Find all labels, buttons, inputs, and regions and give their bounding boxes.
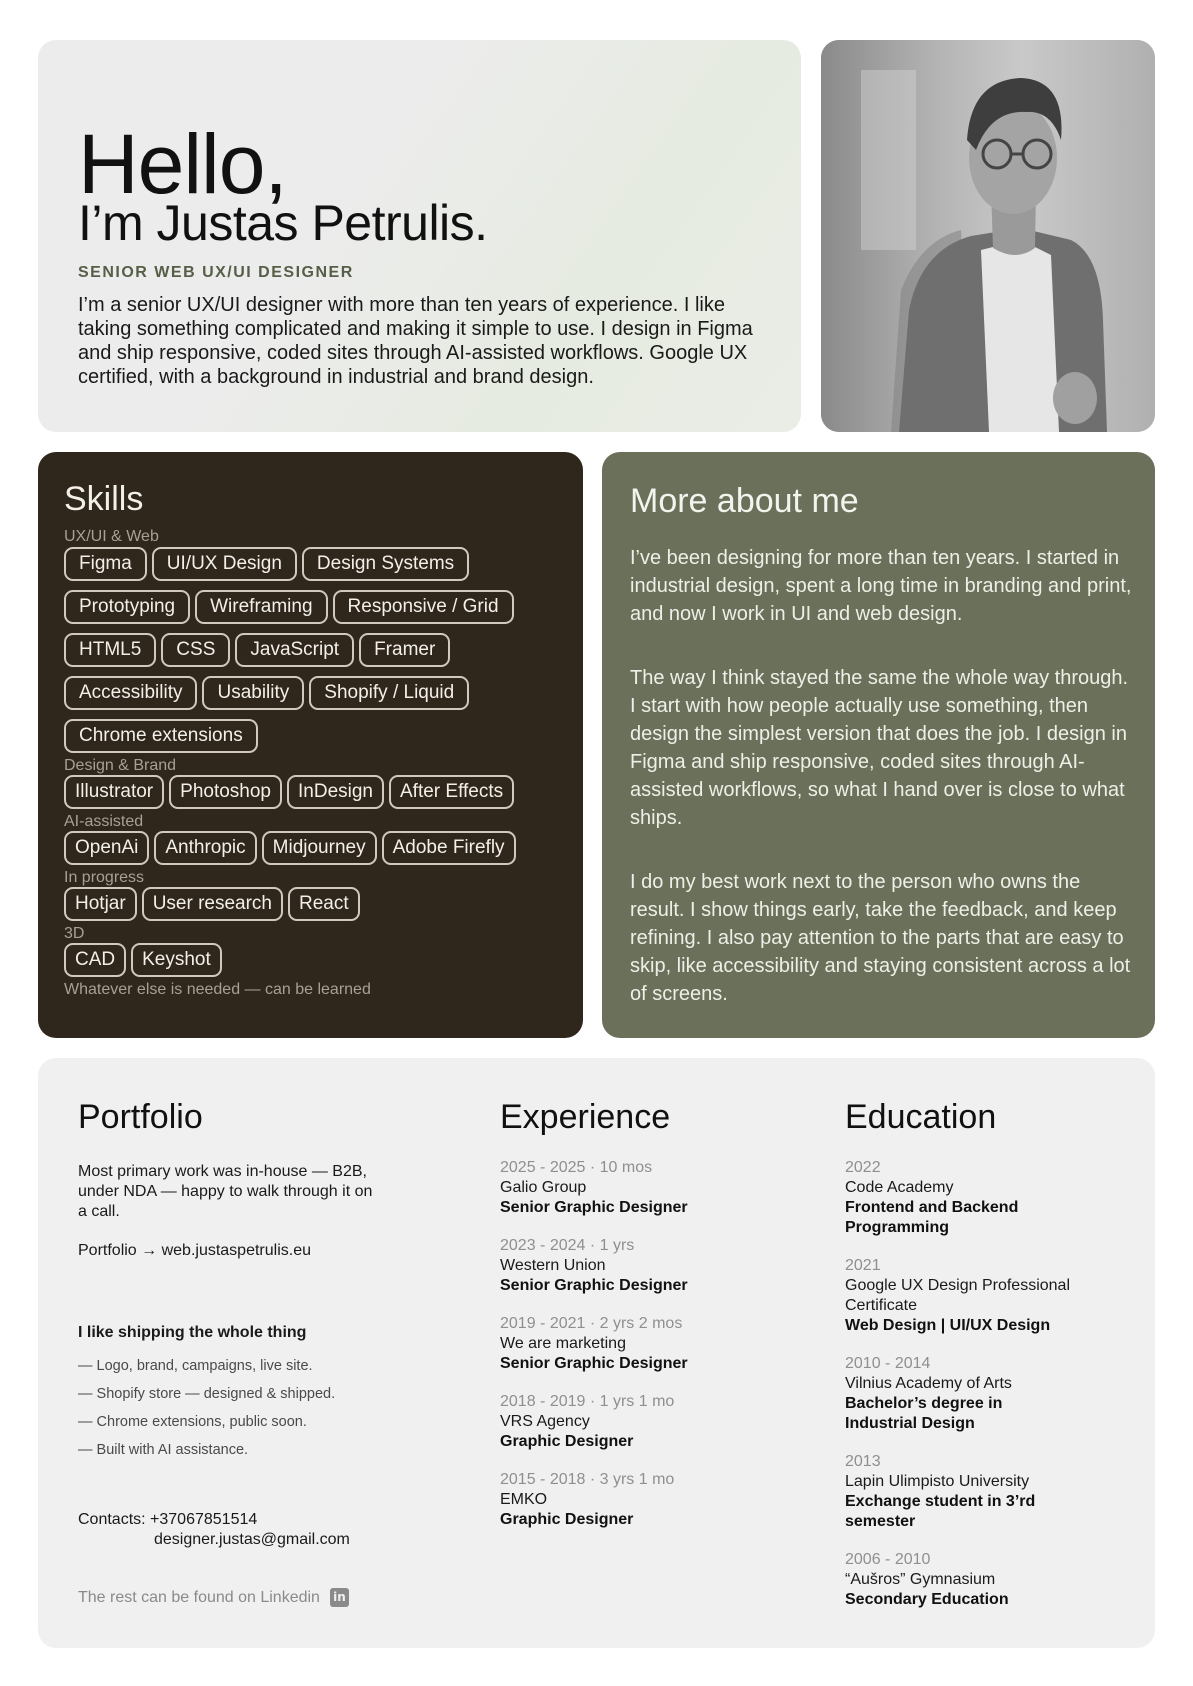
experience-date: 2023 - 2024 · 1 yrs	[500, 1237, 635, 1254]
contacts	[78, 1510, 350, 1550]
portfolio-like-list	[78, 1352, 335, 1464]
education-entry	[845, 1354, 1075, 1434]
skill-tag: Keyshot	[131, 943, 222, 977]
linkedin-icon[interactable]: in	[330, 1588, 349, 1607]
skill-tag: User research	[142, 887, 283, 921]
list-item: — Shopify store — designed & shipped.	[78, 1386, 336, 1402]
education-entry	[845, 1550, 1075, 1610]
skill-tag: Shopify / Liquid	[309, 676, 469, 710]
skill-tag: InDesign	[287, 775, 384, 809]
skill-tag: Illustrator	[64, 775, 164, 809]
skills-list	[64, 528, 564, 999]
skill-category-label: Design & Brand	[64, 757, 177, 774]
skills-footer: Whatever else is needed — can be learned	[64, 981, 371, 998]
education-position: Frontend and Backend Programming	[845, 1199, 1019, 1236]
experience-org: Western Union	[500, 1257, 606, 1274]
skill-tag: Midjourney	[262, 831, 377, 865]
linkedin-text: The rest can be found on Linkedin	[78, 1588, 320, 1606]
skill-tag-group	[64, 943, 564, 977]
more-about-title: More about me	[630, 482, 859, 520]
experience-date: 2025 - 2025 · 10 mos	[500, 1159, 653, 1176]
experience-date: 2019 - 2021 · 2 yrs 2 mos	[500, 1315, 683, 1332]
experience-position: Graphic Designer	[500, 1433, 634, 1450]
skill-category-label: 3D	[64, 925, 85, 942]
skill-tag: CSS	[161, 633, 230, 667]
education-position: Secondary Education	[845, 1591, 1009, 1608]
education-date: 2021	[845, 1257, 881, 1274]
skill-tag: Chrome extensions	[64, 719, 258, 753]
skill-tag: Usability	[202, 676, 304, 710]
skill-tag: OpenAi	[64, 831, 149, 865]
list-item: — Chrome extensions, public soon.	[78, 1414, 307, 1430]
education-entry	[845, 1158, 1075, 1238]
skill-tag: Framer	[359, 633, 450, 667]
experience-entry	[500, 1314, 800, 1374]
profile-photo	[821, 40, 1155, 432]
experience-position: Senior Graphic Designer	[500, 1355, 688, 1372]
more-about-card	[602, 452, 1155, 1038]
bottom-card	[38, 1058, 1155, 1648]
education-org: Code Academy	[845, 1179, 954, 1196]
education-entry	[845, 1452, 1075, 1532]
education-org: Lapin Ulimpisto University	[845, 1473, 1030, 1490]
skill-tag: Figma	[64, 547, 147, 581]
experience-org: VRS Agency	[500, 1413, 590, 1430]
skill-tag: Photoshop	[169, 775, 282, 809]
portfolio-link[interactable]: Portfolio → web.justaspetrulis.eu	[78, 1242, 311, 1259]
experience-org: Galio Group	[500, 1179, 587, 1196]
skill-tag: Hotjar	[64, 887, 137, 921]
experience-position: Senior Graphic Designer	[500, 1277, 688, 1294]
portfolio-title: Portfolio	[78, 1098, 203, 1136]
experience-entry	[500, 1392, 800, 1452]
skill-tag: JavaScript	[235, 633, 354, 667]
name-heading: I’m Justas Petrulis.	[78, 195, 488, 251]
skills-card	[38, 452, 583, 1038]
education-org: “Aušros” Gymnasium	[845, 1571, 996, 1588]
more-paragraph-3: I do my best work next to the person who owns the result. I show things early, take the feedback, and keep refining. I also pay attention to the parts that are easy to skip, like accessibility and staying consistent across a lot of screens.	[630, 871, 1131, 1005]
skill-tag: Prototyping	[64, 590, 190, 624]
skill-tag-group	[64, 775, 564, 809]
experience-entry	[500, 1158, 800, 1218]
list-item: — Built with AI assistance.	[78, 1442, 249, 1458]
experience-org: EMKO	[500, 1491, 548, 1508]
education-date: 2006 - 2010	[845, 1551, 931, 1568]
skill-tag: Anthropic	[154, 831, 256, 865]
more-paragraph-1: I’ve been designing for more than ten years. I started in industrial design, spent a long time in branding and print, and now I work in UI and web design.	[630, 547, 1132, 625]
skill-tag: Responsive / Grid	[333, 590, 514, 624]
education-position: Exchange student in 3’rd semester	[845, 1493, 1036, 1530]
portfolio-intro: Most primary work was in-house — B2B, under NDA — happy to walk through it on a call.	[78, 1163, 373, 1220]
skill-tag-group	[64, 887, 564, 921]
hello-heading: Hello,	[78, 117, 287, 211]
portrait-illustration	[821, 40, 1155, 432]
experience-entry	[500, 1236, 800, 1296]
portfolio-like-title: I like shipping the whole thing	[78, 1324, 307, 1341]
education-date: 2013	[845, 1453, 881, 1470]
experience-position: Senior Graphic Designer	[500, 1199, 688, 1216]
skill-tag-group	[64, 547, 564, 753]
skill-tag: Accessibility	[64, 676, 197, 710]
skill-tag: After Effects	[389, 775, 514, 809]
experience-title: Experience	[500, 1098, 671, 1136]
education-org: Vilnius Academy of Arts	[845, 1375, 1012, 1392]
more-about-text	[630, 544, 1135, 1038]
experience-entry	[500, 1470, 800, 1530]
education-title: Education	[845, 1098, 997, 1136]
education-org: Google UX Design Professional Certificate	[845, 1277, 1071, 1314]
education-date: 2010 - 2014	[845, 1355, 931, 1372]
education-position: Bachelor’s degree in Industrial Design	[845, 1395, 1003, 1432]
linkedin-link[interactable]	[78, 1588, 349, 1607]
skill-category-label: In progress	[64, 869, 145, 886]
skill-tag: Wireframing	[195, 590, 327, 624]
contacts-email[interactable]: designer.justas@gmail.com	[154, 1531, 350, 1548]
role-label: SENIOR WEB UX/UI DESIGNER	[78, 264, 354, 281]
experience-org: We are marketing	[500, 1335, 626, 1352]
skill-tag: UI/UX Design	[152, 547, 297, 581]
experience-date: 2015 - 2018 · 3 yrs 1 mo	[500, 1471, 675, 1488]
skill-tag-group	[64, 831, 564, 865]
list-item: — Logo, brand, campaigns, live site.	[78, 1358, 313, 1374]
experience-list	[500, 1158, 800, 1548]
education-entry	[845, 1256, 1075, 1336]
contacts-phone[interactable]: Contacts: +37067851514	[78, 1511, 258, 1528]
more-paragraph-2: The way I think stayed the same the whole way through. I start with how people actually use something, then design the simplest version that does the job. I design in Figma and ship responsive, coded sites through AI-assisted workflows, so what I hand over is close to what ships.	[630, 667, 1129, 829]
skills-title: Skills	[64, 480, 144, 518]
skill-tag: CAD	[64, 943, 126, 977]
experience-position: Graphic Designer	[500, 1511, 634, 1528]
skill-category-label: AI-assisted	[64, 813, 144, 830]
skill-category-label: UX/UI & Web	[64, 528, 159, 545]
intro-text: I’m a senior UX/UI designer with more than ten years of experience. I like taking something complicated and making it simple to use. I design in Figma and ship responsive, coded sites through AI-assisted workflows. Google UX certified, with a background in industrial and brand design.	[78, 294, 753, 388]
education-list	[845, 1158, 1075, 1628]
skill-tag: Design Systems	[302, 547, 469, 581]
skill-tag: Adobe Firefly	[382, 831, 516, 865]
skill-tag: React	[288, 887, 360, 921]
skill-tag: HTML5	[64, 633, 156, 667]
education-date: 2022	[845, 1159, 881, 1176]
hero-card	[38, 40, 801, 432]
experience-date: 2018 - 2019 · 1 yrs 1 mo	[500, 1393, 675, 1410]
education-position: Web Design | UI/UX Design	[845, 1317, 1051, 1334]
